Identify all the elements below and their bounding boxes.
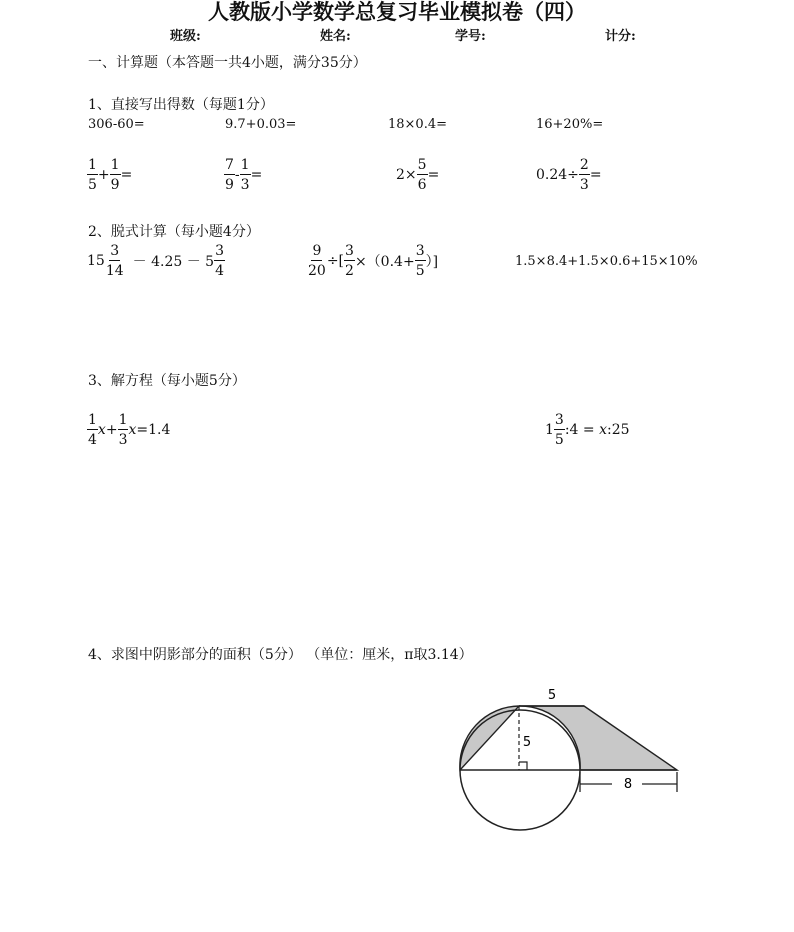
q3-equation-1: $\frac{1}{4}$ x+ $\frac{1}{3}$ x=1.4 — [88, 412, 171, 448]
q1-item-3: 18×0.4= — [388, 117, 448, 132]
q2-expression-3: 1.5×8.4+1.5×0.6+15×10% — [515, 254, 698, 269]
name-label: 姓名: — [320, 29, 351, 44]
label-height: 5 — [522, 735, 532, 750]
q2-heading: 2、脱式计算（每小题4分） — [88, 224, 260, 240]
q2-expression-1: 15 $\frac{3}{14}$ － 4.25 － 5 $\frac{3}{4}$ — [87, 243, 225, 279]
shaded-trapezoid-region — [519, 706, 677, 770]
right-angle-mark — [519, 762, 527, 770]
q1-item-4: 16+20%= — [536, 117, 604, 132]
label-top: 5 — [547, 688, 557, 703]
page-title: 人教版小学数学总复习毕业模拟卷（四） — [208, 0, 586, 24]
q3-heading: 3、解方程（每小题5分） — [88, 373, 246, 389]
label-bottom: 8 — [623, 777, 633, 792]
q2-expression-2: $\frac{9}{20}$ ÷[ $\frac{3}{2}$ ×（0.4+ $\frac{3}{5}$ ）] — [308, 243, 439, 279]
section1-heading: 一、计算题（本答题一共4小题，满分35分） — [88, 55, 367, 71]
q1-item-6: $\frac{7}{9}$ - $\frac{1}{3}$ = — [225, 157, 263, 193]
q1-item-5: $\frac{1}{5}$ + $\frac{1}{9}$ = — [88, 157, 133, 193]
q1-item-1: 306-60= — [88, 117, 145, 132]
q4-heading: 4、求图中阴影部分的面积（5分） （单位：厘米，π取3.14） — [88, 647, 473, 663]
student-id-label: 学号: — [455, 29, 486, 44]
q1-heading: 1、直接写出得数（每题1分） — [88, 97, 274, 113]
q3-equation-2: 1 $\frac{3}{5}$ :4 = x:25 — [545, 412, 630, 448]
q1-item-7: 2× $\frac{5}{6}$ = — [396, 157, 440, 193]
q1-item-8: 0.24÷ $\frac{2}{3}$ = — [536, 157, 602, 193]
class-label: 班级: — [170, 29, 201, 44]
q1-item-2: 9.7+0.03= — [225, 117, 297, 132]
geometry-figure — [440, 680, 700, 840]
score-label: 计分: — [605, 29, 636, 44]
